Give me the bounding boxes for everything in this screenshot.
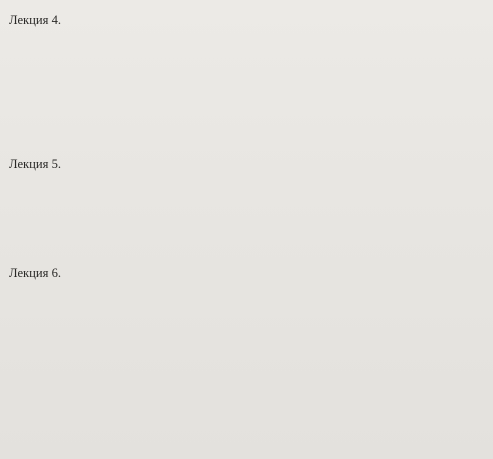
lecture-label: Лекция 5.	[9, 157, 62, 171]
lecture-label: Лекция 4.	[9, 13, 62, 27]
lecture-label: Лекция 6.	[9, 266, 62, 280]
